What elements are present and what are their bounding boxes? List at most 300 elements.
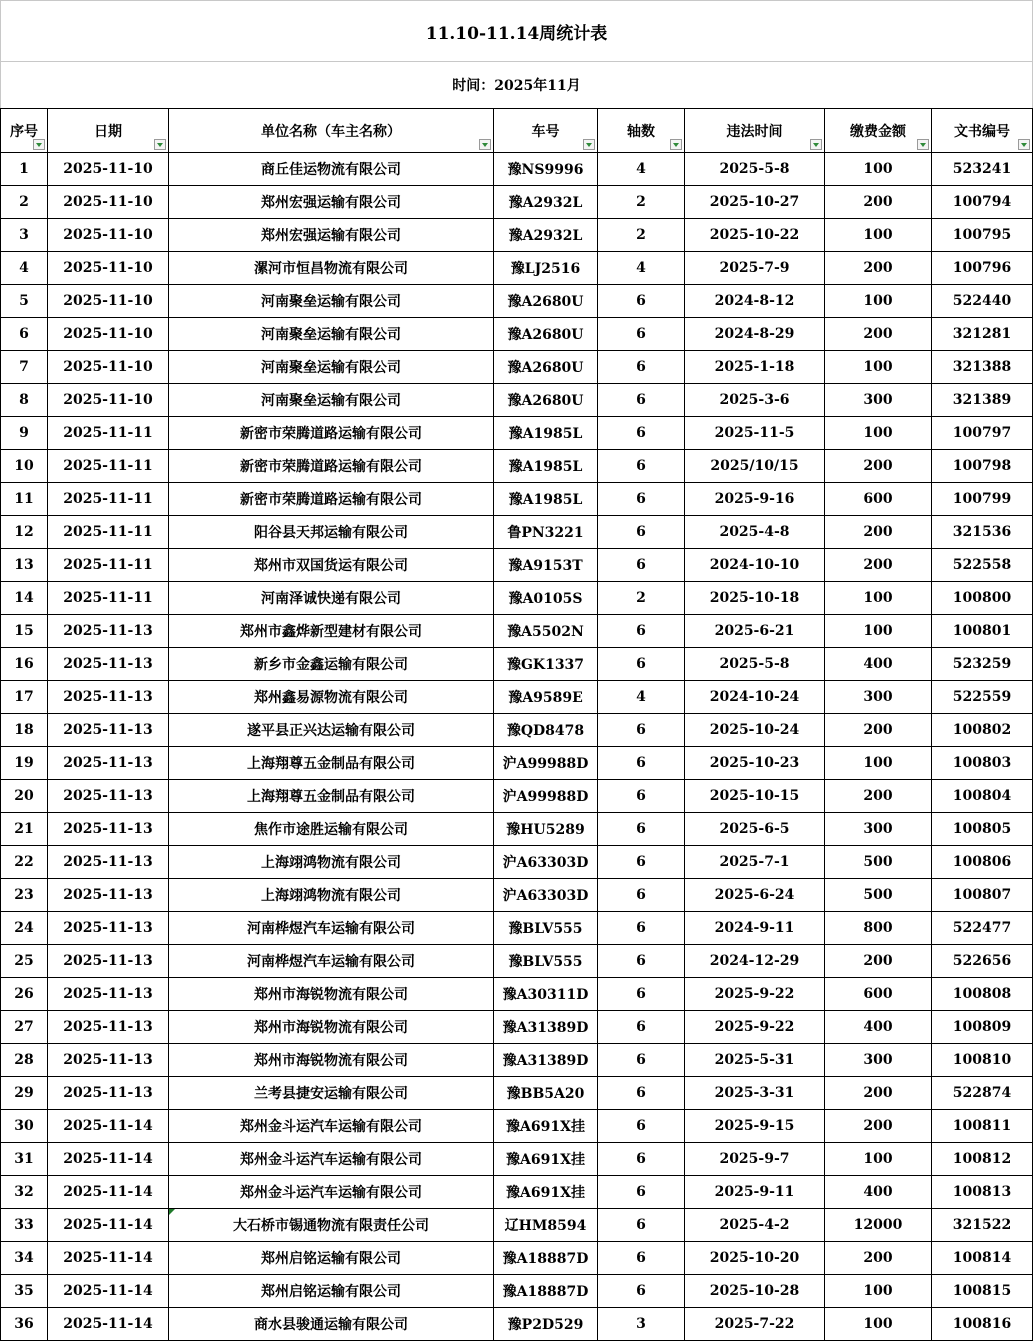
cell-amount[interactable]: 600: [825, 978, 932, 1011]
cell-plate[interactable]: 豫P2D529: [494, 1308, 598, 1341]
cell-document-no[interactable]: 100798: [932, 450, 1033, 483]
cell-date[interactable]: 2025-11-11: [48, 549, 169, 582]
cell-index[interactable]: 32: [1, 1176, 48, 1209]
cell-plate[interactable]: 豫A2680U: [494, 318, 598, 351]
cell-axles[interactable]: 6: [598, 1143, 685, 1176]
cell-plate[interactable]: 沪A63303D: [494, 846, 598, 879]
cell-axles[interactable]: 6: [598, 1110, 685, 1143]
cell-company[interactable]: 漯河市恒昌物流有限公司: [169, 252, 494, 285]
cell-company[interactable]: 阳谷县天邦运输有限公司: [169, 516, 494, 549]
cell-amount[interactable]: 100: [825, 582, 932, 615]
filter-dropdown-icon[interactable]: [1018, 139, 1030, 150]
cell-index[interactable]: 13: [1, 549, 48, 582]
cell-violation-date[interactable]: 2025-10-24: [685, 714, 825, 747]
cell-violation-date[interactable]: 2025-10-27: [685, 186, 825, 219]
cell-document-no[interactable]: 100797: [932, 417, 1033, 450]
cell-index[interactable]: 23: [1, 879, 48, 912]
cell-plate[interactable]: 豫A691X挂: [494, 1143, 598, 1176]
table-row: [1, 879, 1033, 912]
cell-index[interactable]: 7: [1, 351, 48, 384]
cell-amount[interactable]: 100: [825, 1275, 932, 1308]
cell-document-no[interactable]: 522656: [932, 945, 1033, 978]
cell-company[interactable]: 新密市荣腾道路运输有限公司: [169, 417, 494, 450]
cell-document-no[interactable]: 100804: [932, 780, 1033, 813]
cell-date[interactable]: 2025-11-13: [48, 648, 169, 681]
cell-axles[interactable]: 2: [598, 219, 685, 252]
cell-plate[interactable]: 豫A9589E: [494, 681, 598, 714]
cell-plate[interactable]: 豫GK1337: [494, 648, 598, 681]
cell-plate[interactable]: 沪A99988D: [494, 780, 598, 813]
cell-axles[interactable]: 6: [598, 1077, 685, 1110]
cell-violation-date[interactable]: 2025-7-9: [685, 252, 825, 285]
cell-violation-date[interactable]: 2025-10-22: [685, 219, 825, 252]
cell-company[interactable]: 大石桥市锡通物流有限责任公司: [169, 1209, 494, 1242]
cell-axles[interactable]: 6: [598, 1242, 685, 1275]
cell-document-no[interactable]: 321522: [932, 1209, 1033, 1242]
cell-company[interactable]: 郑州启铭运输有限公司: [169, 1242, 494, 1275]
cell-violation-date[interactable]: 2025-11-5: [685, 417, 825, 450]
cell-document-no[interactable]: 100807: [932, 879, 1033, 912]
table-row: [1, 1209, 1033, 1242]
cell-plate[interactable]: 豫A0105S: [494, 582, 598, 615]
cell-company[interactable]: 新乡市金鑫运输有限公司: [169, 648, 494, 681]
cell-index[interactable]: 30: [1, 1110, 48, 1143]
cell-document-no[interactable]: 100805: [932, 813, 1033, 846]
cell-document-no[interactable]: 321281: [932, 318, 1033, 351]
cell-violation-date[interactable]: 2025-5-31: [685, 1044, 825, 1077]
cell-index[interactable]: 29: [1, 1077, 48, 1110]
cell-company[interactable]: 新密市荣腾道路运输有限公司: [169, 483, 494, 516]
cell-company[interactable]: 河南桦煜汽车运输有限公司: [169, 945, 494, 978]
cell-plate[interactable]: 豫A18887D: [494, 1242, 598, 1275]
cell-amount[interactable]: 200: [825, 714, 932, 747]
cell-axles[interactable]: 3: [598, 1308, 685, 1341]
cell-date[interactable]: 2025-11-10: [48, 219, 169, 252]
cell-index[interactable]: 3: [1, 219, 48, 252]
cell-plate[interactable]: 豫LJ2516: [494, 252, 598, 285]
cell-document-no[interactable]: 100811: [932, 1110, 1033, 1143]
cell-amount[interactable]: 200: [825, 1242, 932, 1275]
cell-document-no[interactable]: 522477: [932, 912, 1033, 945]
cell-index[interactable]: 15: [1, 615, 48, 648]
cell-plate[interactable]: 豫HU5289: [494, 813, 598, 846]
filter-dropdown-icon[interactable]: [154, 139, 166, 150]
cell-violation-date[interactable]: 2024-12-29: [685, 945, 825, 978]
cell-amount[interactable]: 400: [825, 1176, 932, 1209]
cell-company[interactable]: 兰考县捷安运输有限公司: [169, 1077, 494, 1110]
cell-amount[interactable]: 400: [825, 648, 932, 681]
cell-amount[interactable]: 100: [825, 417, 932, 450]
cell-amount[interactable]: 100: [825, 1308, 932, 1341]
cell-axles[interactable]: 6: [598, 747, 685, 780]
cell-axles[interactable]: 6: [598, 1044, 685, 1077]
cell-company[interactable]: 郑州启铭运输有限公司: [169, 1275, 494, 1308]
cell-date[interactable]: 2025-11-13: [48, 1011, 169, 1044]
cell-plate[interactable]: 豫NS9996: [494, 153, 598, 186]
cell-plate[interactable]: 豫BLV555: [494, 945, 598, 978]
cell-index[interactable]: 33: [1, 1209, 48, 1242]
cell-amount[interactable]: 500: [825, 846, 932, 879]
cell-date[interactable]: 2025-11-13: [48, 615, 169, 648]
cell-axles[interactable]: 6: [598, 846, 685, 879]
cell-plate[interactable]: 豫A18887D: [494, 1275, 598, 1308]
cell-date[interactable]: 2025-11-10: [48, 285, 169, 318]
cell-plate[interactable]: 豫A5502N: [494, 615, 598, 648]
cell-amount[interactable]: 300: [825, 813, 932, 846]
cell-index[interactable]: 25: [1, 945, 48, 978]
cell-date[interactable]: 2025-11-10: [48, 186, 169, 219]
cell-index[interactable]: 27: [1, 1011, 48, 1044]
cell-company[interactable]: 河南聚垒运输有限公司: [169, 318, 494, 351]
cell-company[interactable]: 河南泽诚快递有限公司: [169, 582, 494, 615]
cell-index[interactable]: 2: [1, 186, 48, 219]
cell-company[interactable]: 郑州金斗运汽车运输有限公司: [169, 1176, 494, 1209]
cell-violation-date[interactable]: 2025-3-31: [685, 1077, 825, 1110]
cell-document-no[interactable]: 522559: [932, 681, 1033, 714]
cell-company[interactable]: 郑州市双国货运有限公司: [169, 549, 494, 582]
cell-document-no[interactable]: 321389: [932, 384, 1033, 417]
cell-document-no[interactable]: 100806: [932, 846, 1033, 879]
cell-axles[interactable]: 4: [598, 153, 685, 186]
cell-plate[interactable]: 辽HM8594: [494, 1209, 598, 1242]
cell-violation-date[interactable]: 2025-5-8: [685, 153, 825, 186]
cell-index[interactable]: 26: [1, 978, 48, 1011]
cell-index[interactable]: 14: [1, 582, 48, 615]
cell-company[interactable]: 河南聚垒运输有限公司: [169, 285, 494, 318]
cell-document-no[interactable]: 100813: [932, 1176, 1033, 1209]
cell-document-no[interactable]: 100800: [932, 582, 1033, 615]
cell-plate[interactable]: 豫A9153T: [494, 549, 598, 582]
cell-violation-date[interactable]: 2025-5-8: [685, 648, 825, 681]
cell-date[interactable]: 2025-11-13: [48, 879, 169, 912]
cell-company[interactable]: 上海翔尊五金制品有限公司: [169, 747, 494, 780]
cell-violation-date[interactable]: 2025-10-23: [685, 747, 825, 780]
cell-amount[interactable]: 300: [825, 1044, 932, 1077]
cell-document-no[interactable]: 100812: [932, 1143, 1033, 1176]
cell-violation-date[interactable]: 2025-4-8: [685, 516, 825, 549]
cell-violation-date[interactable]: 2025/10/15: [685, 450, 825, 483]
cell-amount[interactable]: 100: [825, 615, 932, 648]
cell-amount[interactable]: 500: [825, 879, 932, 912]
cell-company[interactable]: 郑州市海锐物流有限公司: [169, 1044, 494, 1077]
cell-document-no[interactable]: 100814: [932, 1242, 1033, 1275]
cell-axles[interactable]: 6: [598, 1275, 685, 1308]
cell-date[interactable]: 2025-11-10: [48, 384, 169, 417]
cell-company[interactable]: 上海翊鸿物流有限公司: [169, 846, 494, 879]
cell-axles[interactable]: 2: [598, 582, 685, 615]
cell-index[interactable]: 34: [1, 1242, 48, 1275]
cell-date[interactable]: 2025-11-13: [48, 747, 169, 780]
filter-dropdown-icon[interactable]: [670, 139, 682, 150]
cell-violation-date[interactable]: 2024-10-24: [685, 681, 825, 714]
cell-index[interactable]: 21: [1, 813, 48, 846]
cell-axles[interactable]: 6: [598, 285, 685, 318]
cell-amount[interactable]: 300: [825, 384, 932, 417]
cell-index[interactable]: 12: [1, 516, 48, 549]
cell-axles[interactable]: 6: [598, 351, 685, 384]
cell-index[interactable]: 19: [1, 747, 48, 780]
filter-dropdown-icon[interactable]: [479, 139, 491, 150]
cell-amount[interactable]: 200: [825, 1110, 932, 1143]
cell-violation-date[interactable]: 2025-4-2: [685, 1209, 825, 1242]
cell-axles[interactable]: 6: [598, 945, 685, 978]
filter-dropdown-icon[interactable]: [917, 139, 929, 150]
cell-axles[interactable]: 6: [598, 879, 685, 912]
cell-document-no[interactable]: 522440: [932, 285, 1033, 318]
cell-amount[interactable]: 200: [825, 945, 932, 978]
cell-document-no[interactable]: 321388: [932, 351, 1033, 384]
cell-violation-date[interactable]: 2025-10-28: [685, 1275, 825, 1308]
cell-index[interactable]: 31: [1, 1143, 48, 1176]
cell-amount[interactable]: 200: [825, 252, 932, 285]
cell-document-no[interactable]: 100809: [932, 1011, 1033, 1044]
cell-date[interactable]: 2025-11-14: [48, 1110, 169, 1143]
cell-document-no[interactable]: 100816: [932, 1308, 1033, 1341]
cell-amount[interactable]: 100: [825, 153, 932, 186]
cell-amount[interactable]: 100: [825, 1143, 932, 1176]
cell-plate[interactable]: 豫A2932L: [494, 186, 598, 219]
cell-index[interactable]: 17: [1, 681, 48, 714]
cell-violation-date[interactable]: 2024-8-12: [685, 285, 825, 318]
cell-plate[interactable]: 豫A2932L: [494, 219, 598, 252]
cell-index[interactable]: 24: [1, 912, 48, 945]
cell-plate[interactable]: 豫QD8478: [494, 714, 598, 747]
cell-axles[interactable]: 6: [598, 780, 685, 813]
cell-amount[interactable]: 100: [825, 219, 932, 252]
cell-amount[interactable]: 200: [825, 780, 932, 813]
cell-plate[interactable]: 豫A2680U: [494, 351, 598, 384]
cell-axles[interactable]: 6: [598, 1011, 685, 1044]
cell-company[interactable]: 上海翊鸿物流有限公司: [169, 879, 494, 912]
cell-document-no[interactable]: 522558: [932, 549, 1033, 582]
cell-plate[interactable]: 豫A31389D: [494, 1011, 598, 1044]
cell-company[interactable]: 郑州市海锐物流有限公司: [169, 978, 494, 1011]
cell-document-no[interactable]: 100802: [932, 714, 1033, 747]
cell-date[interactable]: 2025-11-13: [48, 846, 169, 879]
cell-plate[interactable]: 沪A63303D: [494, 879, 598, 912]
cell-document-no[interactable]: 522874: [932, 1077, 1033, 1110]
cell-amount[interactable]: 100: [825, 747, 932, 780]
cell-date[interactable]: 2025-11-14: [48, 1242, 169, 1275]
cell-company[interactable]: 焦作市途胜运输有限公司: [169, 813, 494, 846]
cell-violation-date[interactable]: 2025-9-22: [685, 978, 825, 1011]
cell-document-no[interactable]: 523259: [932, 648, 1033, 681]
cell-violation-date[interactable]: 2025-9-11: [685, 1176, 825, 1209]
cell-company[interactable]: 河南聚垒运输有限公司: [169, 384, 494, 417]
cell-index[interactable]: 9: [1, 417, 48, 450]
cell-document-no[interactable]: 100794: [932, 186, 1033, 219]
cell-axles[interactable]: 6: [598, 384, 685, 417]
cell-violation-date[interactable]: 2025-10-18: [685, 582, 825, 615]
cell-amount[interactable]: 100: [825, 351, 932, 384]
cell-company[interactable]: 新密市荣腾道路运输有限公司: [169, 450, 494, 483]
cell-amount[interactable]: 200: [825, 318, 932, 351]
cell-amount[interactable]: 12000: [825, 1209, 932, 1242]
cell-violation-date[interactable]: 2025-9-7: [685, 1143, 825, 1176]
cell-amount[interactable]: 300: [825, 681, 932, 714]
cell-date[interactable]: 2025-11-13: [48, 912, 169, 945]
cell-plate[interactable]: 沪A99988D: [494, 747, 598, 780]
cell-axles[interactable]: 6: [598, 1176, 685, 1209]
cell-violation-date[interactable]: 2025-10-15: [685, 780, 825, 813]
cell-date[interactable]: 2025-11-14: [48, 1176, 169, 1209]
cell-index[interactable]: 4: [1, 252, 48, 285]
cell-plate[interactable]: 豫A691X挂: [494, 1110, 598, 1143]
cell-date[interactable]: 2025-11-13: [48, 1077, 169, 1110]
cell-violation-date[interactable]: 2025-7-22: [685, 1308, 825, 1341]
cell-plate[interactable]: 豫A1985L: [494, 450, 598, 483]
cell-date[interactable]: 2025-11-11: [48, 417, 169, 450]
cell-date[interactable]: 2025-11-11: [48, 582, 169, 615]
cell-plate[interactable]: 豫BB5A20: [494, 1077, 598, 1110]
cell-axles[interactable]: 6: [598, 549, 685, 582]
cell-company[interactable]: 郑州鑫易源物流有限公司: [169, 681, 494, 714]
cell-date[interactable]: 2025-11-14: [48, 1143, 169, 1176]
cell-date[interactable]: 2025-11-13: [48, 945, 169, 978]
cell-index[interactable]: 35: [1, 1275, 48, 1308]
cell-axles[interactable]: 6: [598, 615, 685, 648]
cell-amount[interactable]: 100: [825, 285, 932, 318]
cell-violation-date[interactable]: 2025-6-5: [685, 813, 825, 846]
cell-company[interactable]: 河南桦煜汽车运输有限公司: [169, 912, 494, 945]
cell-plate[interactable]: 豫A31389D: [494, 1044, 598, 1077]
cell-document-no[interactable]: 100815: [932, 1275, 1033, 1308]
cell-document-no[interactable]: 100796: [932, 252, 1033, 285]
cell-date[interactable]: 2025-11-13: [48, 813, 169, 846]
cell-axles[interactable]: 6: [598, 813, 685, 846]
cell-amount[interactable]: 200: [825, 186, 932, 219]
cell-index[interactable]: 18: [1, 714, 48, 747]
cell-axles[interactable]: 6: [598, 714, 685, 747]
cell-date[interactable]: 2025-11-14: [48, 1275, 169, 1308]
cell-amount[interactable]: 800: [825, 912, 932, 945]
cell-axles[interactable]: 6: [598, 912, 685, 945]
cell-amount[interactable]: 200: [825, 450, 932, 483]
cell-date[interactable]: 2025-11-13: [48, 714, 169, 747]
cell-document-no[interactable]: 100803: [932, 747, 1033, 780]
cell-company[interactable]: 河南聚垒运输有限公司: [169, 351, 494, 384]
cell-date[interactable]: 2025-11-14: [48, 1209, 169, 1242]
cell-index[interactable]: 6: [1, 318, 48, 351]
cell-axles[interactable]: 6: [598, 1209, 685, 1242]
cell-axles[interactable]: 2: [598, 186, 685, 219]
cell-violation-date[interactable]: 2025-9-22: [685, 1011, 825, 1044]
cell-plate[interactable]: 豫A1985L: [494, 483, 598, 516]
cell-index[interactable]: 1: [1, 153, 48, 186]
cell-plate[interactable]: 豫A30311D: [494, 978, 598, 1011]
table-row: [1, 1044, 1033, 1077]
cell-amount[interactable]: 400: [825, 1011, 932, 1044]
cell-amount[interactable]: 200: [825, 1077, 932, 1110]
cell-index[interactable]: 16: [1, 648, 48, 681]
cell-date[interactable]: 2025-11-13: [48, 681, 169, 714]
cell-index[interactable]: 36: [1, 1308, 48, 1341]
cell-violation-date[interactable]: 2025-3-6: [685, 384, 825, 417]
cell-date[interactable]: 2025-11-14: [48, 1308, 169, 1341]
cell-amount[interactable]: 200: [825, 549, 932, 582]
cell-company[interactable]: 上海翔尊五金制品有限公司: [169, 780, 494, 813]
cell-axles[interactable]: 6: [598, 318, 685, 351]
table-row: [1, 1011, 1033, 1044]
cell-date[interactable]: 2025-11-10: [48, 252, 169, 285]
cell-axles[interactable]: 6: [598, 483, 685, 516]
cell-amount[interactable]: 600: [825, 483, 932, 516]
cell-company[interactable]: 郑州金斗运汽车运输有限公司: [169, 1143, 494, 1176]
cell-index[interactable]: 11: [1, 483, 48, 516]
cell-document-no[interactable]: 100808: [932, 978, 1033, 1011]
cell-date[interactable]: 2025-11-10: [48, 153, 169, 186]
cell-violation-date[interactable]: 2025-6-21: [685, 615, 825, 648]
cell-plate[interactable]: 豫A1985L: [494, 417, 598, 450]
cell-date[interactable]: 2025-11-11: [48, 516, 169, 549]
cell-index[interactable]: 22: [1, 846, 48, 879]
cell-violation-date[interactable]: 2024-8-29: [685, 318, 825, 351]
cell-violation-date[interactable]: 2025-1-18: [685, 351, 825, 384]
cell-axles[interactable]: 6: [598, 417, 685, 450]
cell-axles[interactable]: 6: [598, 516, 685, 549]
cell-company[interactable]: 商丘佳运物流有限公司: [169, 153, 494, 186]
cell-index[interactable]: 8: [1, 384, 48, 417]
cell-company[interactable]: 郑州宏强运输有限公司: [169, 186, 494, 219]
cell-index[interactable]: 10: [1, 450, 48, 483]
cell-plate[interactable]: 豫A2680U: [494, 384, 598, 417]
cell-axles[interactable]: 6: [598, 450, 685, 483]
cell-date[interactable]: 2025-11-10: [48, 318, 169, 351]
cell-date[interactable]: 2025-11-10: [48, 351, 169, 384]
cell-company[interactable]: 郑州市海锐物流有限公司: [169, 1011, 494, 1044]
cell-date[interactable]: 2025-11-11: [48, 483, 169, 516]
cell-plate[interactable]: 豫A691X挂: [494, 1176, 598, 1209]
cell-document-no[interactable]: 100801: [932, 615, 1033, 648]
cell-violation-date[interactable]: 2025-9-15: [685, 1110, 825, 1143]
cell-company[interactable]: 郑州金斗运汽车运输有限公司: [169, 1110, 494, 1143]
cell-document-no[interactable]: 523241: [932, 153, 1033, 186]
cell-plate[interactable]: 鲁PN3221: [494, 516, 598, 549]
filter-dropdown-icon[interactable]: [583, 139, 595, 150]
cell-violation-date[interactable]: 2024-10-10: [685, 549, 825, 582]
cell-date[interactable]: 2025-11-13: [48, 780, 169, 813]
cell-document-no[interactable]: 321536: [932, 516, 1033, 549]
cell-axles[interactable]: 4: [598, 681, 685, 714]
cell-date[interactable]: 2025-11-11: [48, 450, 169, 483]
cell-plate[interactable]: 豫A2680U: [494, 285, 598, 318]
cell-company[interactable]: 遂平县正兴达运输有限公司: [169, 714, 494, 747]
cell-company[interactable]: 郑州市鑫烨新型建材有限公司: [169, 615, 494, 648]
cell-index[interactable]: 20: [1, 780, 48, 813]
cell-violation-date[interactable]: 2025-9-16: [685, 483, 825, 516]
filter-dropdown-icon[interactable]: [33, 139, 45, 150]
cell-index[interactable]: 5: [1, 285, 48, 318]
cell-violation-date[interactable]: 2025-6-24: [685, 879, 825, 912]
cell-date[interactable]: 2025-11-13: [48, 1044, 169, 1077]
cell-violation-date[interactable]: 2024-9-11: [685, 912, 825, 945]
cell-plate[interactable]: 豫BLV555: [494, 912, 598, 945]
cell-axles[interactable]: 4: [598, 252, 685, 285]
cell-date[interactable]: 2025-11-13: [48, 978, 169, 1011]
cell-company[interactable]: 商水县骏通运输有限公司: [169, 1308, 494, 1341]
cell-document-no[interactable]: 100810: [932, 1044, 1033, 1077]
cell-amount[interactable]: 200: [825, 516, 932, 549]
cell-axles[interactable]: 6: [598, 978, 685, 1011]
cell-axles[interactable]: 6: [598, 648, 685, 681]
cell-index[interactable]: 28: [1, 1044, 48, 1077]
cell-company[interactable]: 郑州宏强运输有限公司: [169, 219, 494, 252]
filter-dropdown-icon[interactable]: [810, 139, 822, 150]
cell-document-no[interactable]: 100799: [932, 483, 1033, 516]
cell-violation-date[interactable]: 2025-7-1: [685, 846, 825, 879]
cell-document-no[interactable]: 100795: [932, 219, 1033, 252]
cell-violation-date[interactable]: 2025-10-20: [685, 1242, 825, 1275]
